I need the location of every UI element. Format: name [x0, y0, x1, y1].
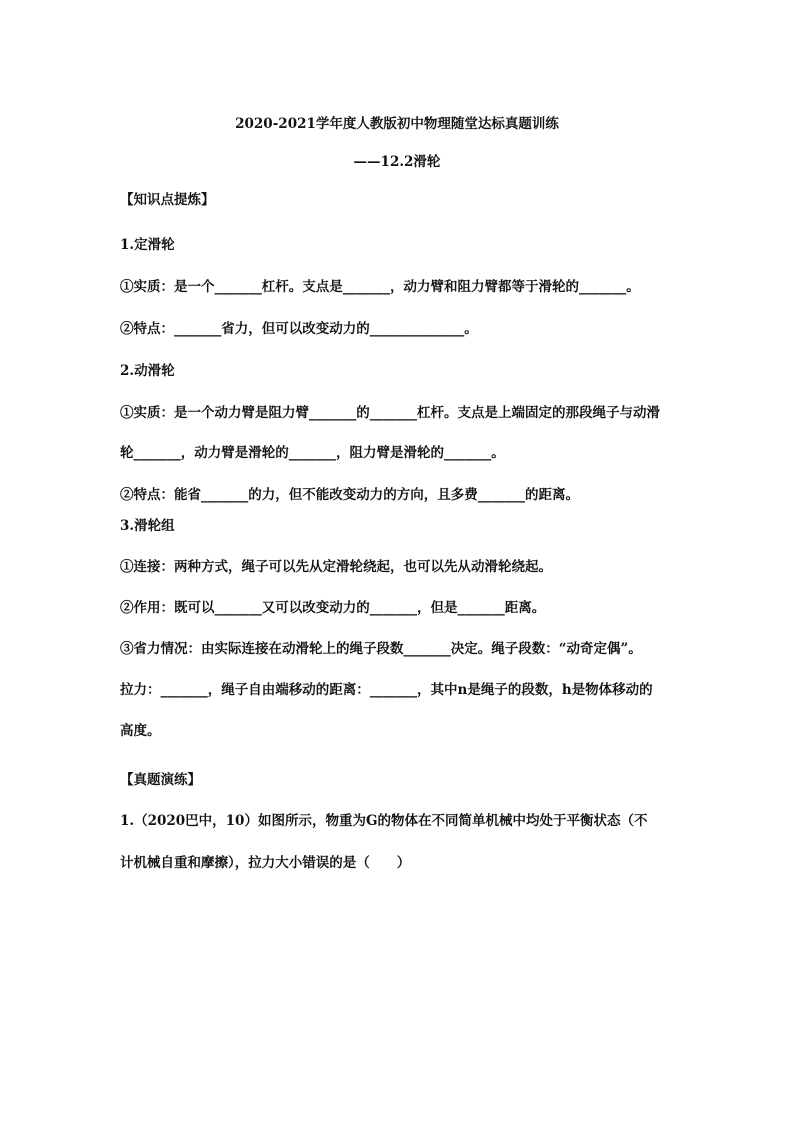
movable-pulley-nature-line2: 轮_______，动力臂是滑轮的_______，阻力臂是滑轮的_______。: [120, 445, 505, 461]
movable-pulley-heading: 2.动滑轮: [120, 363, 175, 379]
fixed-pulley-nature: ①实质：是一个_______杠杆。支点是_______，动力臂和阻力臂都等于滑轮的_______。: [120, 279, 640, 295]
pulley-block-saving-line1: ③省力情况：由实际连接在动滑轮上的绳子段数_______决定。绳子段数：“动奇定偶”。: [120, 641, 642, 657]
movable-pulley-nature-line1: ①实质：是一个动力臂是阻力臂_______的_______杠杆。支点是上端固定的那段绳子与动滑: [120, 405, 660, 421]
question-1-line1: 1.（2020巴中，10）如图所示，物重为G的物体在不同简单机械中均处于平衡状态（不: [120, 813, 648, 829]
movable-pulley-features: ②特点：能省_______的力，但不能改变动力的方向，且多费_______的距离。: [120, 487, 579, 503]
question-1-line2: 计机械自重和摩擦），拉力大小错误的是（ ）: [120, 855, 411, 871]
document-title: 2020-2021学年度人教版初中物理随堂达标真题训练: [235, 116, 559, 132]
pulley-block-connection: ①连接：两种方式，绳子可以先从定滑轮绕起，也可以先从动滑轮绕起。: [120, 559, 552, 575]
pulley-block-heading: 3.滑轮组: [120, 518, 175, 534]
pulley-block-saving-line3: 高度。: [120, 723, 161, 739]
exercises-heading: 【真题演练】: [120, 772, 201, 788]
knowledge-heading: 【知识点提炼】: [120, 192, 215, 208]
pulley-block-function: ②作用：既可以_______又可以改变动力的_______，但是_______距离。: [120, 600, 546, 616]
fixed-pulley-features: ②特点：_______省力，但可以改变动力的______________。: [120, 321, 478, 337]
fixed-pulley-heading: 1.定滑轮: [120, 237, 175, 253]
pulley-block-saving-line2: 拉力：_______，绳子自由端移动的距离：_______，其中n是绳子的段数，h是物体移动的: [120, 682, 653, 698]
document-subtitle: ——12.2滑轮: [353, 154, 441, 170]
